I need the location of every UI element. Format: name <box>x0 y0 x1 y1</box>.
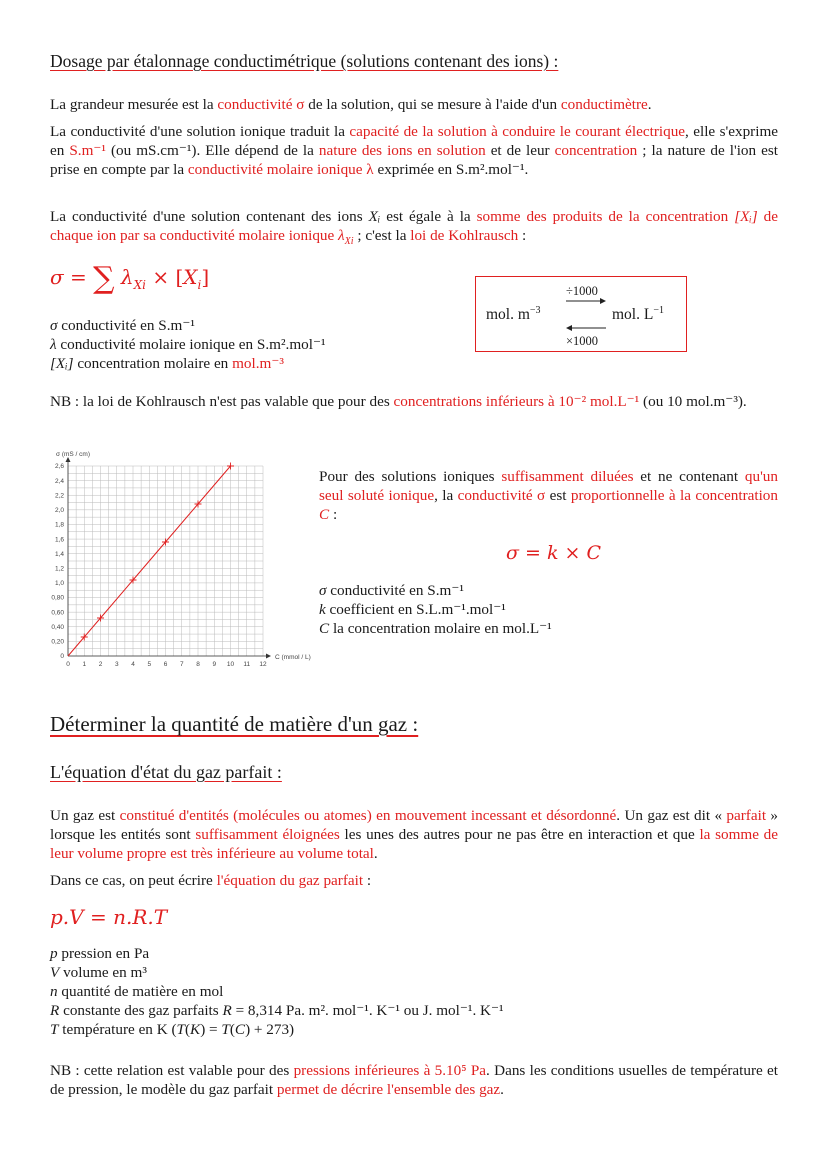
text-run: conductivité en S.m⁻¹ <box>57 317 195 334</box>
text-run: et de leur <box>485 142 555 159</box>
text-run: suffisamment éloignées <box>195 826 340 843</box>
text-run: [Xᵢ] <box>50 355 74 372</box>
text-run: température en K ( <box>58 1021 177 1038</box>
kohlrausch-formula: σ = ∑ $\lambda_{Xi} \times [X_i]$ <box>50 261 210 296</box>
text-run: C <box>319 620 330 637</box>
text-run: conductivité molaire ionique λ <box>187 161 374 178</box>
text-run: . Dans les conditions usuelles de température et de pression, le modèle du gaz parfait <box>50 1062 779 1098</box>
text-run: T <box>221 1021 230 1038</box>
text-run: est égale à la <box>380 208 477 225</box>
text-run: . Un gaz est dit « <box>616 807 727 824</box>
text-run: ( <box>229 1021 235 1038</box>
text-run: [Xᵢ] <box>734 208 758 225</box>
text-run: K <box>190 1021 201 1038</box>
paragraph-conductivite-ionique <box>50 122 778 179</box>
paragraph-kohlrausch <box>50 207 778 248</box>
text-run: conductimètre <box>560 96 648 113</box>
x-tick-label: 9 <box>212 661 217 668</box>
conv-right: mol. $L^{-1}$ <box>612 304 664 323</box>
text-run: l'équation du gaz parfait <box>216 872 364 889</box>
unit-conversion-box <box>475 276 687 352</box>
x-tick-label: 0 <box>66 661 70 668</box>
text-run: conductivité σ <box>217 96 305 113</box>
x-tick-label: 1 <box>82 661 87 668</box>
text-run: S.m⁻¹ <box>69 142 106 159</box>
text-run: T <box>176 1021 185 1038</box>
y-tick-label: 2,2 <box>54 492 64 500</box>
conv-bottom-label: ×1000 <box>566 334 599 348</box>
definition-line <box>50 335 450 354</box>
y-tick-label: 2,0 <box>54 507 64 515</box>
definition-line <box>319 600 759 619</box>
text-run: V <box>50 964 60 981</box>
text-run: conductivité σ <box>457 487 546 504</box>
definition-line <box>50 944 778 963</box>
text-run: ; c'est la <box>353 227 411 244</box>
definition-line <box>50 982 778 1001</box>
text-run: . <box>373 845 378 862</box>
text-run: , elle s'exprime en <box>50 123 779 159</box>
text-run: Un gaz est <box>50 807 120 824</box>
text-run: qu'un seul soluté ionique <box>319 468 778 504</box>
x-tick-label: 7 <box>179 661 184 668</box>
y-tick-label: 1,8 <box>54 521 64 529</box>
text-run: La conductivité d'une solution ionique traduit la <box>50 123 350 140</box>
text-run: n <box>50 983 58 1000</box>
text-run: σ <box>50 317 58 334</box>
text-run: : <box>329 506 338 523</box>
subtitle-gaz-parfait: L'équation d'état du gaz parfait : <box>50 762 282 782</box>
definition-line <box>50 316 450 335</box>
conv-top-label: ÷1000 <box>566 284 598 298</box>
text-run: R <box>50 1002 60 1019</box>
y-tick-label: 1,0 <box>54 580 64 588</box>
text-run: » lorsque les entités sont <box>50 807 779 843</box>
text-run: suffisamment diluées <box>501 468 634 485</box>
text-run: concentration <box>554 142 638 159</box>
text-run: , la <box>434 487 458 504</box>
text-run: parfait <box>726 807 767 824</box>
x-axis-label: C (mmol / L) <box>275 654 311 661</box>
text-run: conductivité en S.m⁻¹ <box>326 582 464 599</box>
conv-arrows <box>564 295 608 335</box>
y-tick-label: 0,60 <box>51 609 64 617</box>
text-run: R <box>222 1002 232 1019</box>
text-run: pression en Pa <box>57 945 150 962</box>
y-tick-label: 2,6 <box>54 463 64 471</box>
text-run: quantité de matière en mol <box>57 983 224 1000</box>
text-run: NB : cette relation est valable pour des <box>50 1062 294 1079</box>
y-tick-label: 0,40 <box>51 623 64 631</box>
x-tick-label: 10 <box>226 661 235 668</box>
paragraph-conductivite <box>50 95 778 114</box>
definition-line <box>50 1001 778 1020</box>
text-run: σ <box>319 582 327 599</box>
text-run: capacité de la solution à conduire le courant électrique <box>349 123 686 140</box>
x-axis-arrow <box>266 654 271 659</box>
text-run: nature des ions en solution <box>318 142 486 159</box>
y-tick-label: 1,4 <box>54 550 64 558</box>
text-run: T <box>50 1021 59 1038</box>
text-run: les unes des autres pour ne pas être en interaction et que <box>339 826 700 843</box>
text-run: mol.m⁻³ <box>232 355 284 372</box>
text-run: : <box>363 872 372 889</box>
defs-gaz-parfait <box>50 944 778 1039</box>
defs-proportionnelle <box>319 581 759 638</box>
text-run: conductivité molaire ionique en S.m².mol⁻¹ <box>56 336 326 353</box>
text-run: Pour des solutions ioniques <box>319 468 502 485</box>
x-tick-label: 2 <box>98 661 103 668</box>
x-tick-label: 8 <box>196 661 200 668</box>
text-run: . <box>647 96 652 113</box>
y-tick-label: 0 <box>60 653 64 661</box>
x-tick-label: 4 <box>131 661 135 668</box>
text-run: : <box>518 227 527 244</box>
text-run: de chaque ion par sa conductivité molaire ionique <box>50 208 778 244</box>
text-run: p <box>50 945 58 962</box>
text-run: est <box>545 487 571 504</box>
conv-left: mol. $m^{-3}$ <box>486 304 541 323</box>
y-tick-label: 1,6 <box>54 536 64 544</box>
proportional-equation: σ = k × C <box>506 542 602 564</box>
text-run: pressions inférieures à 5.10⁵ Pa <box>293 1062 487 1079</box>
text-run: permet de décrire l'ensemble des gaz <box>276 1081 501 1098</box>
definition-line <box>319 619 759 638</box>
text-run: k <box>319 601 326 618</box>
y-tick-label: 1,2 <box>54 565 64 573</box>
text-run: C <box>319 506 330 523</box>
text-run: constante des gaz parfaits <box>59 1002 223 1019</box>
definition-line <box>50 354 450 373</box>
text-run: loi de Kohlrausch <box>410 227 519 244</box>
y-tick-label: 0,80 <box>51 594 64 602</box>
text-run: ( <box>184 1021 191 1038</box>
definition-line <box>50 963 778 982</box>
text-run: Xi <box>344 236 354 248</box>
text-run: somme des produits de la concentration <box>476 208 735 225</box>
text-run: coefficient en S.L.m⁻¹.mol⁻¹ <box>325 601 506 618</box>
text-run: la somme de leur volume propre est très inférieure au volume total <box>50 826 779 862</box>
x-tick-label: 5 <box>147 661 152 668</box>
text-run: ) = <box>200 1021 222 1038</box>
y-axis-label: σ (mS / cm) <box>56 451 90 458</box>
text-run: volume en m³ <box>59 964 147 981</box>
definition-line <box>50 1020 778 1039</box>
x-tick-label: 3 <box>114 661 119 668</box>
text-run: concentrations inférieurs à 10⁻² mol.L⁻¹ <box>393 393 640 410</box>
text-run: constitué d'entités (molécules ou atomes) en mouvement incessant et désordonné <box>119 807 617 824</box>
nb-gaz-parfait <box>50 1061 778 1099</box>
definition-line <box>319 581 759 600</box>
text-run: ; la nature de l'ion est prise en compte par la <box>50 142 778 178</box>
section-title-gaz: Déterminer la quantité de matière d'un gaz : <box>50 712 419 736</box>
section-title-dosage: Dosage par étalonnage conductimétrique (solutions contenant des ions) : <box>50 51 559 71</box>
text-run: ) + 273) <box>245 1021 295 1038</box>
text-run: (ou 10 mol.m⁻³). <box>639 393 747 410</box>
ideal-gas-equation: p.V = n.R.T <box>50 905 168 929</box>
nb-kohlrausch <box>50 392 778 411</box>
text-run: Xᵢ <box>368 208 381 225</box>
text-run: proportionnelle à la concentration <box>570 487 778 504</box>
text-run: de la solution, qui se mesure à l'aide d'un <box>304 96 561 113</box>
y-tick-label: 2,4 <box>54 477 64 485</box>
text-run: la concentration molaire en mol.L⁻¹ <box>329 620 552 637</box>
x-tick-label: 12 <box>259 661 267 668</box>
text-run: et ne contenant <box>633 468 745 485</box>
text-run: (ou mS.cm⁻¹). Elle dépend de la <box>105 142 319 159</box>
paragraph-gaz <box>50 806 778 863</box>
x-tick-label: 11 <box>243 661 251 668</box>
text-run: Dans ce cas, on peut écrire <box>50 872 217 889</box>
text-run: concentration molaire en <box>73 355 233 372</box>
paragraph-equation-intro <box>50 871 778 890</box>
text-run: λ <box>338 227 345 244</box>
conductivity-chart <box>44 449 314 674</box>
text-run: exprimée en S.m².mol⁻¹. <box>373 161 529 178</box>
x-tick-label: 6 <box>163 661 168 668</box>
text-run: La conductivité d'une solution contenant des ions <box>50 208 369 225</box>
paragraph-proportionnelle <box>319 467 778 524</box>
y-tick-label: 0,20 <box>51 638 64 646</box>
text-run: La grandeur mesurée est la <box>50 96 218 113</box>
text-run: λ <box>50 336 57 353</box>
text-run: = 8,314 Pa. m². mol⁻¹. K⁻¹ ou J. mol⁻¹. K⁻¹ <box>231 1002 504 1019</box>
text-run: C <box>234 1021 246 1038</box>
defs-kohlrausch <box>50 316 450 373</box>
text-run: NB : la loi de Kohlrausch n'est pas valable que pour des <box>50 393 394 410</box>
text-run: . <box>500 1081 504 1098</box>
